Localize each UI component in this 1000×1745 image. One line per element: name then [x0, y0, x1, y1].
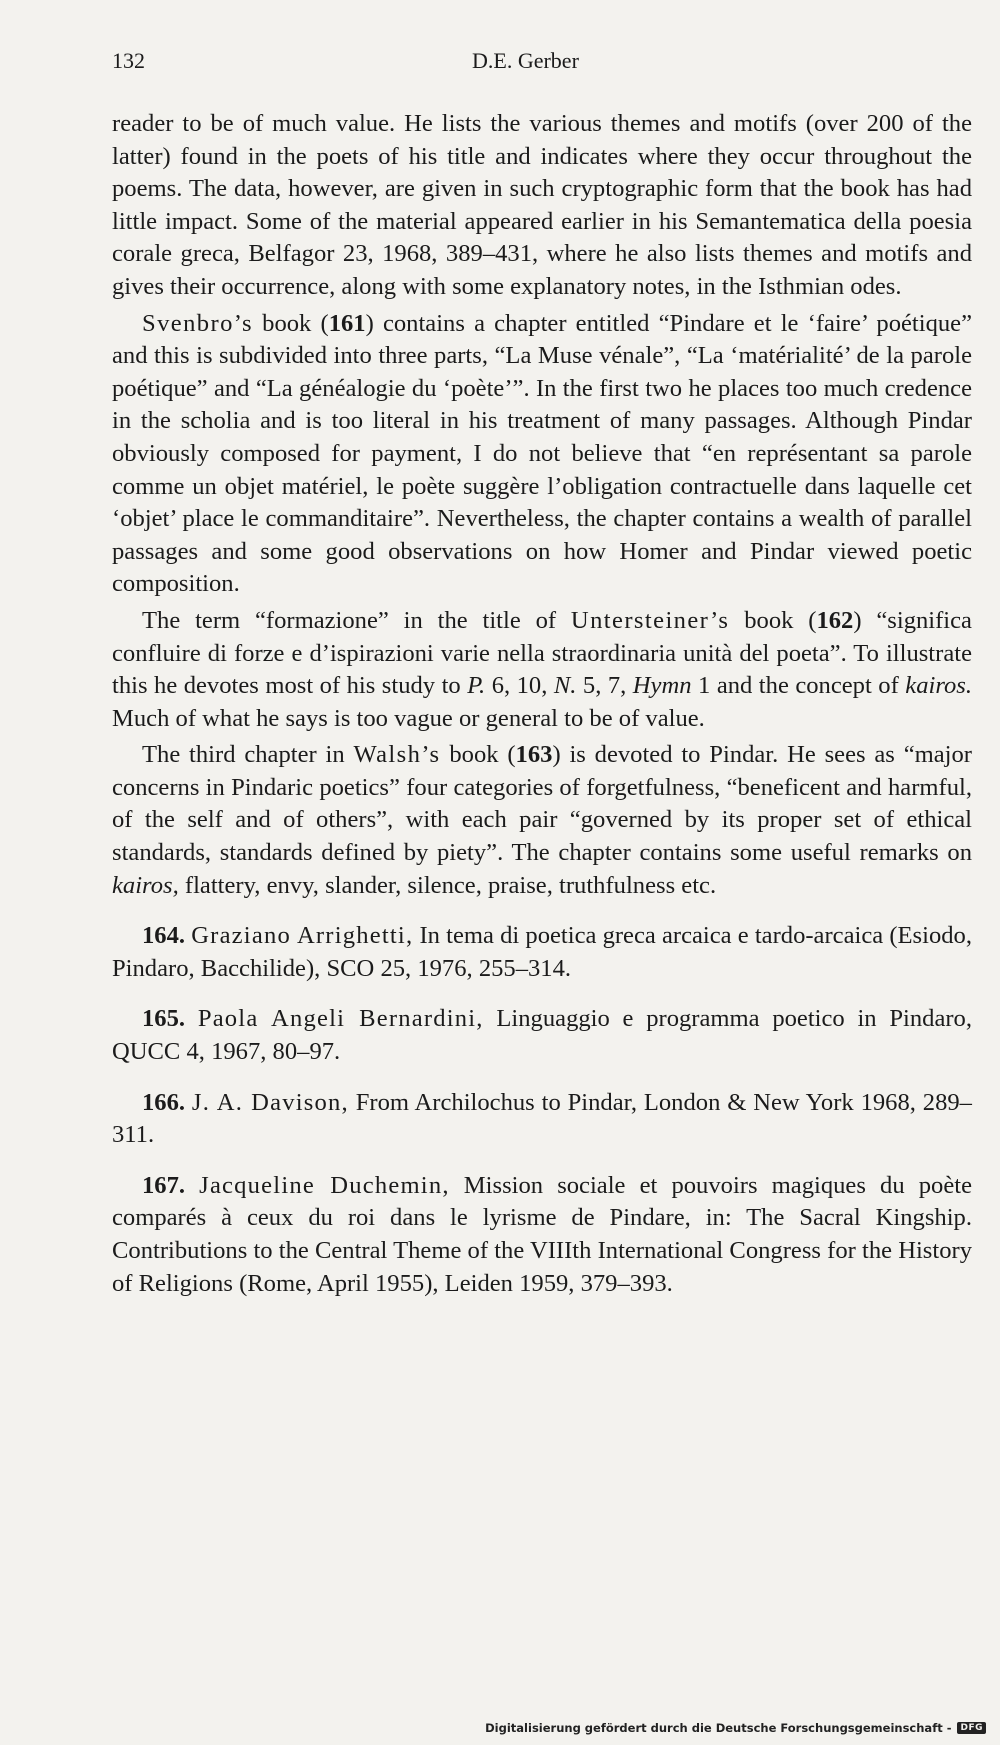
reference-number: 162: [816, 606, 854, 634]
author-name: Svenbro’s: [142, 309, 253, 337]
text-run: flattery, envy, slander, silence, praise, truthfulness etc.: [178, 871, 717, 899]
italic-term: kairos.: [905, 672, 973, 700]
author-name: Untersteiner’s: [570, 606, 730, 634]
text-run: ) is devoted to Pindar. He sees as “major concerns in Pindaric poetics” four categories of forgetfulness, “beneficent and harmful, of the self and of others”, with each pair “governed by its proper set of ethical standards, standards defined by piety”. The chapter contains some useful remarks on: [112, 741, 972, 867]
text-run: book (: [252, 309, 329, 337]
entry-number: 166.: [142, 1088, 186, 1116]
text-run: 6, 10,: [485, 672, 554, 700]
page-number: 132: [112, 48, 145, 73]
italic-term: Hymn: [632, 672, 692, 700]
entry-number: 167.: [142, 1171, 186, 1199]
credit-text: Digitalisierung gefördert durch die Deutsche Forschungsgemeinschaft -: [485, 1721, 952, 1735]
text-run: 5, 7,: [576, 672, 633, 700]
entry-text: From Archilochus to Pindar, London & New York 1968, 289–311.: [112, 1088, 972, 1149]
entry-number: 164.: [142, 922, 186, 950]
entry-author: Graziano Arrighetti,: [191, 922, 414, 950]
paragraph-svenbro: [112, 308, 972, 601]
bibliography-entry-165: [112, 1003, 972, 1068]
running-title: D.E. Gerber: [472, 48, 579, 73]
page-header: [112, 48, 972, 82]
paragraph-untersteiner: [112, 605, 972, 735]
reference-number: 163: [515, 741, 553, 769]
text-run: The third chapter in: [142, 741, 354, 769]
text-run: book (: [440, 741, 516, 769]
body-text: [112, 108, 972, 1300]
entry-text: Linguaggio e programma poetico in Pindaro, QUCC 4, 1967, 80–97.: [112, 1005, 972, 1066]
reference-number: 161: [328, 309, 366, 337]
entry-number: 165.: [142, 1005, 186, 1033]
text-run: The term “formazione” in the title of: [142, 606, 571, 634]
text-run: ) “significa confluire di forze e d’ispirazioni varie nella straordinaria unità del poeta”. To illustrate this he devotes most of his study to: [112, 606, 972, 700]
author-name: Walsh’s: [353, 741, 441, 769]
entry-text: In tema di poetica greca arcaica e tardo-arcaica (Esiodo, Pindaro, Bacchilide), SCO 25, 1976, 255–314.: [112, 922, 972, 982]
text-run: ) contains a chapter entitled “Pindare et le ‘faire’ poétique” and this is subdivided into three parts, “La Muse vénale”, “La ‘matérialité’ de la parole poétique” and “La généalogie du ‘poète’”. In the first two he places too much credence in the scholia and is too literal in his treatment of many passages. Although Pindar obviously composed for payment, I do not believe that “en représentant sa parole comme un objet matériel, le poète suggère l’obligation contractuelle dans laquelle cet ‘objet’ place le commanditaire”. Nevertheless, the chapter contains a wealth of parallel passages and some good observations on how Homer and Pindar viewed poetic composition.: [112, 309, 972, 598]
italic-term: N.: [553, 672, 577, 700]
entry-author: J. A. Davison,: [191, 1088, 349, 1116]
digitization-credit: [485, 1721, 986, 1735]
italic-term: P.: [467, 672, 486, 700]
text-run: 1 and the concept of: [691, 672, 906, 700]
bibliography-entry-166: [112, 1087, 972, 1152]
text-run: book (: [729, 606, 817, 634]
bibliography-entry-164: [112, 920, 972, 985]
bibliography-entry-167: [112, 1170, 972, 1300]
italic-term: kairos,: [112, 871, 179, 899]
paragraph-continuation: reader to be of much value. He lists the various themes and motifs (over 200 of the latter) found in the poets of his title and indicates where they occur throughout the poems. The data, however, are given in such cryptographic form that the book has had little impact. Some of the material appeared earlier in his Semantematica della poesia corale greca, Belfagor 23, 1968, 389–431, where he also lists themes and motifs and gives their occurrence, along with some explanatory notes, in the Isthmian odes.: [112, 110, 972, 300]
dfg-logo: DFG: [957, 1722, 986, 1734]
paragraph-walsh: [112, 739, 972, 902]
entry-author: Paola Angeli Bernardini,: [197, 1005, 484, 1033]
entry-text: Mission sociale et pouvoirs magiques du poète comparés à ceux du roi dans le lyrisme de Pindare, in: The Sacral Kingship. Contributions to the Central Theme of the VIIIth International Congress for the History of Religions (Rome, April 1955), Leiden 1959, 379–393.: [112, 1171, 972, 1297]
text-run: Much of what he says is too vague or general to be of value.: [112, 704, 705, 732]
entry-author: Jacqueline Duchemin,: [199, 1171, 450, 1199]
